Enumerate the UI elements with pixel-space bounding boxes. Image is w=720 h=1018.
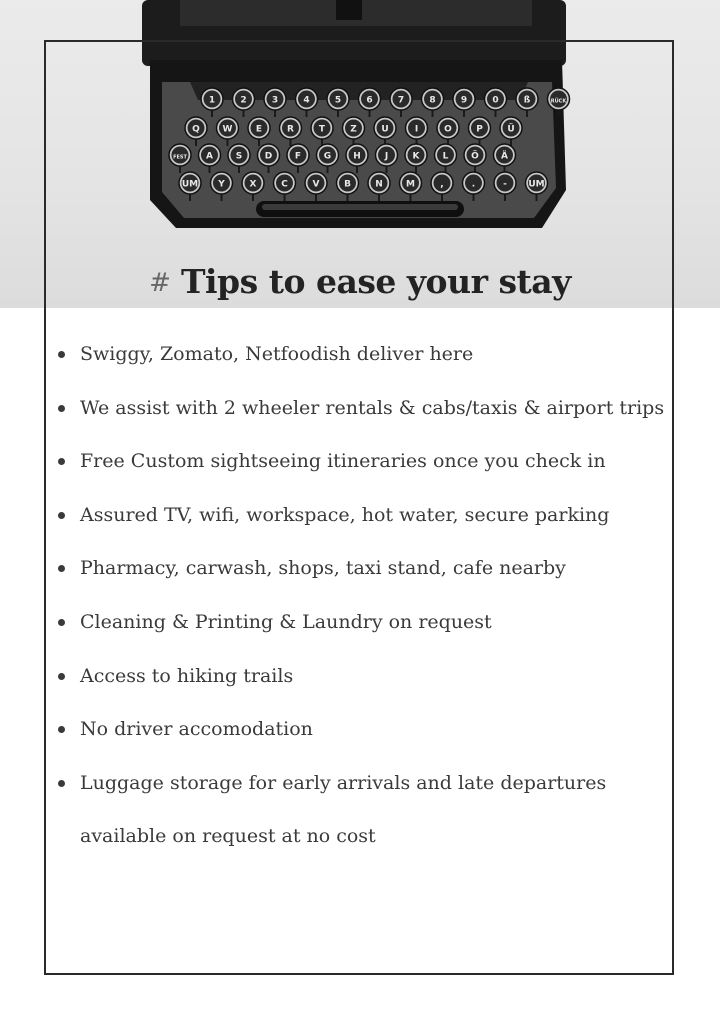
tip-item: [52, 328, 692, 382]
bullet-icon: [58, 351, 65, 358]
key-label: H: [353, 151, 361, 162]
key-label: 2: [240, 95, 247, 106]
key-label: ,: [440, 179, 444, 190]
tip-item: [52, 757, 692, 864]
tip-continuation: available on request at no cost: [80, 825, 376, 848]
key-label: W: [222, 124, 233, 135]
key-label: A: [206, 151, 213, 162]
key-label: F: [294, 151, 302, 162]
key-label: N: [375, 179, 383, 190]
tips-list: [52, 328, 692, 864]
key-label: Q: [192, 124, 200, 135]
page-title: [0, 262, 720, 301]
tip-item: [52, 435, 692, 489]
tip-text: Access to hiking trails: [80, 664, 294, 687]
key-label: B: [344, 179, 351, 190]
key-label: 8: [429, 95, 436, 106]
key-label: R: [287, 124, 294, 135]
key-label: RÜCK: [550, 98, 567, 105]
key-label: 1: [208, 95, 216, 106]
tip-text: Swiggy, Zomato, Netfoodish deliver here: [80, 343, 474, 365]
tip-text: We assist with 2 wheeler rentals & cabs/taxis & airport trips: [80, 396, 665, 419]
key-label: UM: [181, 179, 199, 190]
tip-text: No driver accomodation: [80, 718, 313, 741]
key-label: L: [442, 151, 449, 162]
key-label: V: [312, 179, 320, 190]
tip-text: Pharmacy, carwash, shops, taxi stand, cafe nearby: [80, 557, 566, 580]
key-label: FEST: [173, 154, 187, 161]
tip-item: [52, 382, 692, 436]
key-label: I: [414, 124, 419, 135]
key-label: S: [235, 151, 243, 162]
key-label: 0: [492, 95, 499, 106]
key-label: Z: [350, 124, 357, 135]
key-label: T: [318, 124, 326, 135]
hash-symbol: #: [149, 268, 171, 298]
tip-text: Assured TV, wifi, workspace, hot water, secure parking: [80, 503, 610, 526]
tip-item: [52, 596, 692, 650]
key-label: P: [476, 124, 483, 135]
key-label: 6: [366, 95, 373, 106]
tip-item: [52, 542, 692, 596]
key-label: -: [503, 179, 507, 190]
key-label: M: [406, 179, 415, 190]
tip-text: Cleaning & Printing & Laundry on request: [80, 610, 492, 633]
bullet-icon: [58, 780, 65, 787]
key-label: Y: [218, 179, 225, 190]
key-label: 4: [303, 95, 310, 106]
tip-text: Free Custom sightseeing itineraries once you check in: [80, 450, 606, 473]
tip-text: Luggage storage for early arrivals and late departures: [80, 771, 607, 794]
key-label: Ü: [507, 124, 515, 135]
title-text: Tips to ease your stay: [180, 262, 571, 301]
key-label: 5: [334, 95, 342, 106]
key-label: J: [384, 151, 389, 162]
bullet-icon: [58, 405, 65, 412]
key-label: O: [444, 124, 452, 135]
key-label: UM: [528, 179, 545, 190]
bullet-icon: [58, 565, 65, 572]
key-label: K: [412, 151, 420, 162]
tip-item: [52, 703, 692, 757]
key-label: Ö: [471, 151, 479, 162]
key-label: X: [249, 179, 257, 190]
key-label: G: [323, 151, 332, 162]
bullet-icon: [58, 619, 65, 626]
bullet-icon: [58, 673, 65, 680]
key-label: 7: [397, 95, 405, 106]
key-label: Ä: [501, 151, 508, 162]
key-label: U: [381, 124, 389, 135]
bullet-icon: [58, 726, 65, 733]
tip-item: [52, 650, 692, 704]
key-label: .: [471, 179, 476, 190]
key-label: 3: [271, 95, 279, 106]
key-label: ß: [523, 95, 531, 106]
key-label: 9: [460, 95, 468, 106]
key-label: E: [255, 124, 263, 135]
tip-item: [52, 489, 692, 543]
key-label: D: [264, 151, 273, 162]
bullet-icon: [58, 512, 65, 519]
key-label: C: [281, 179, 288, 190]
bullet-icon: [58, 458, 65, 465]
